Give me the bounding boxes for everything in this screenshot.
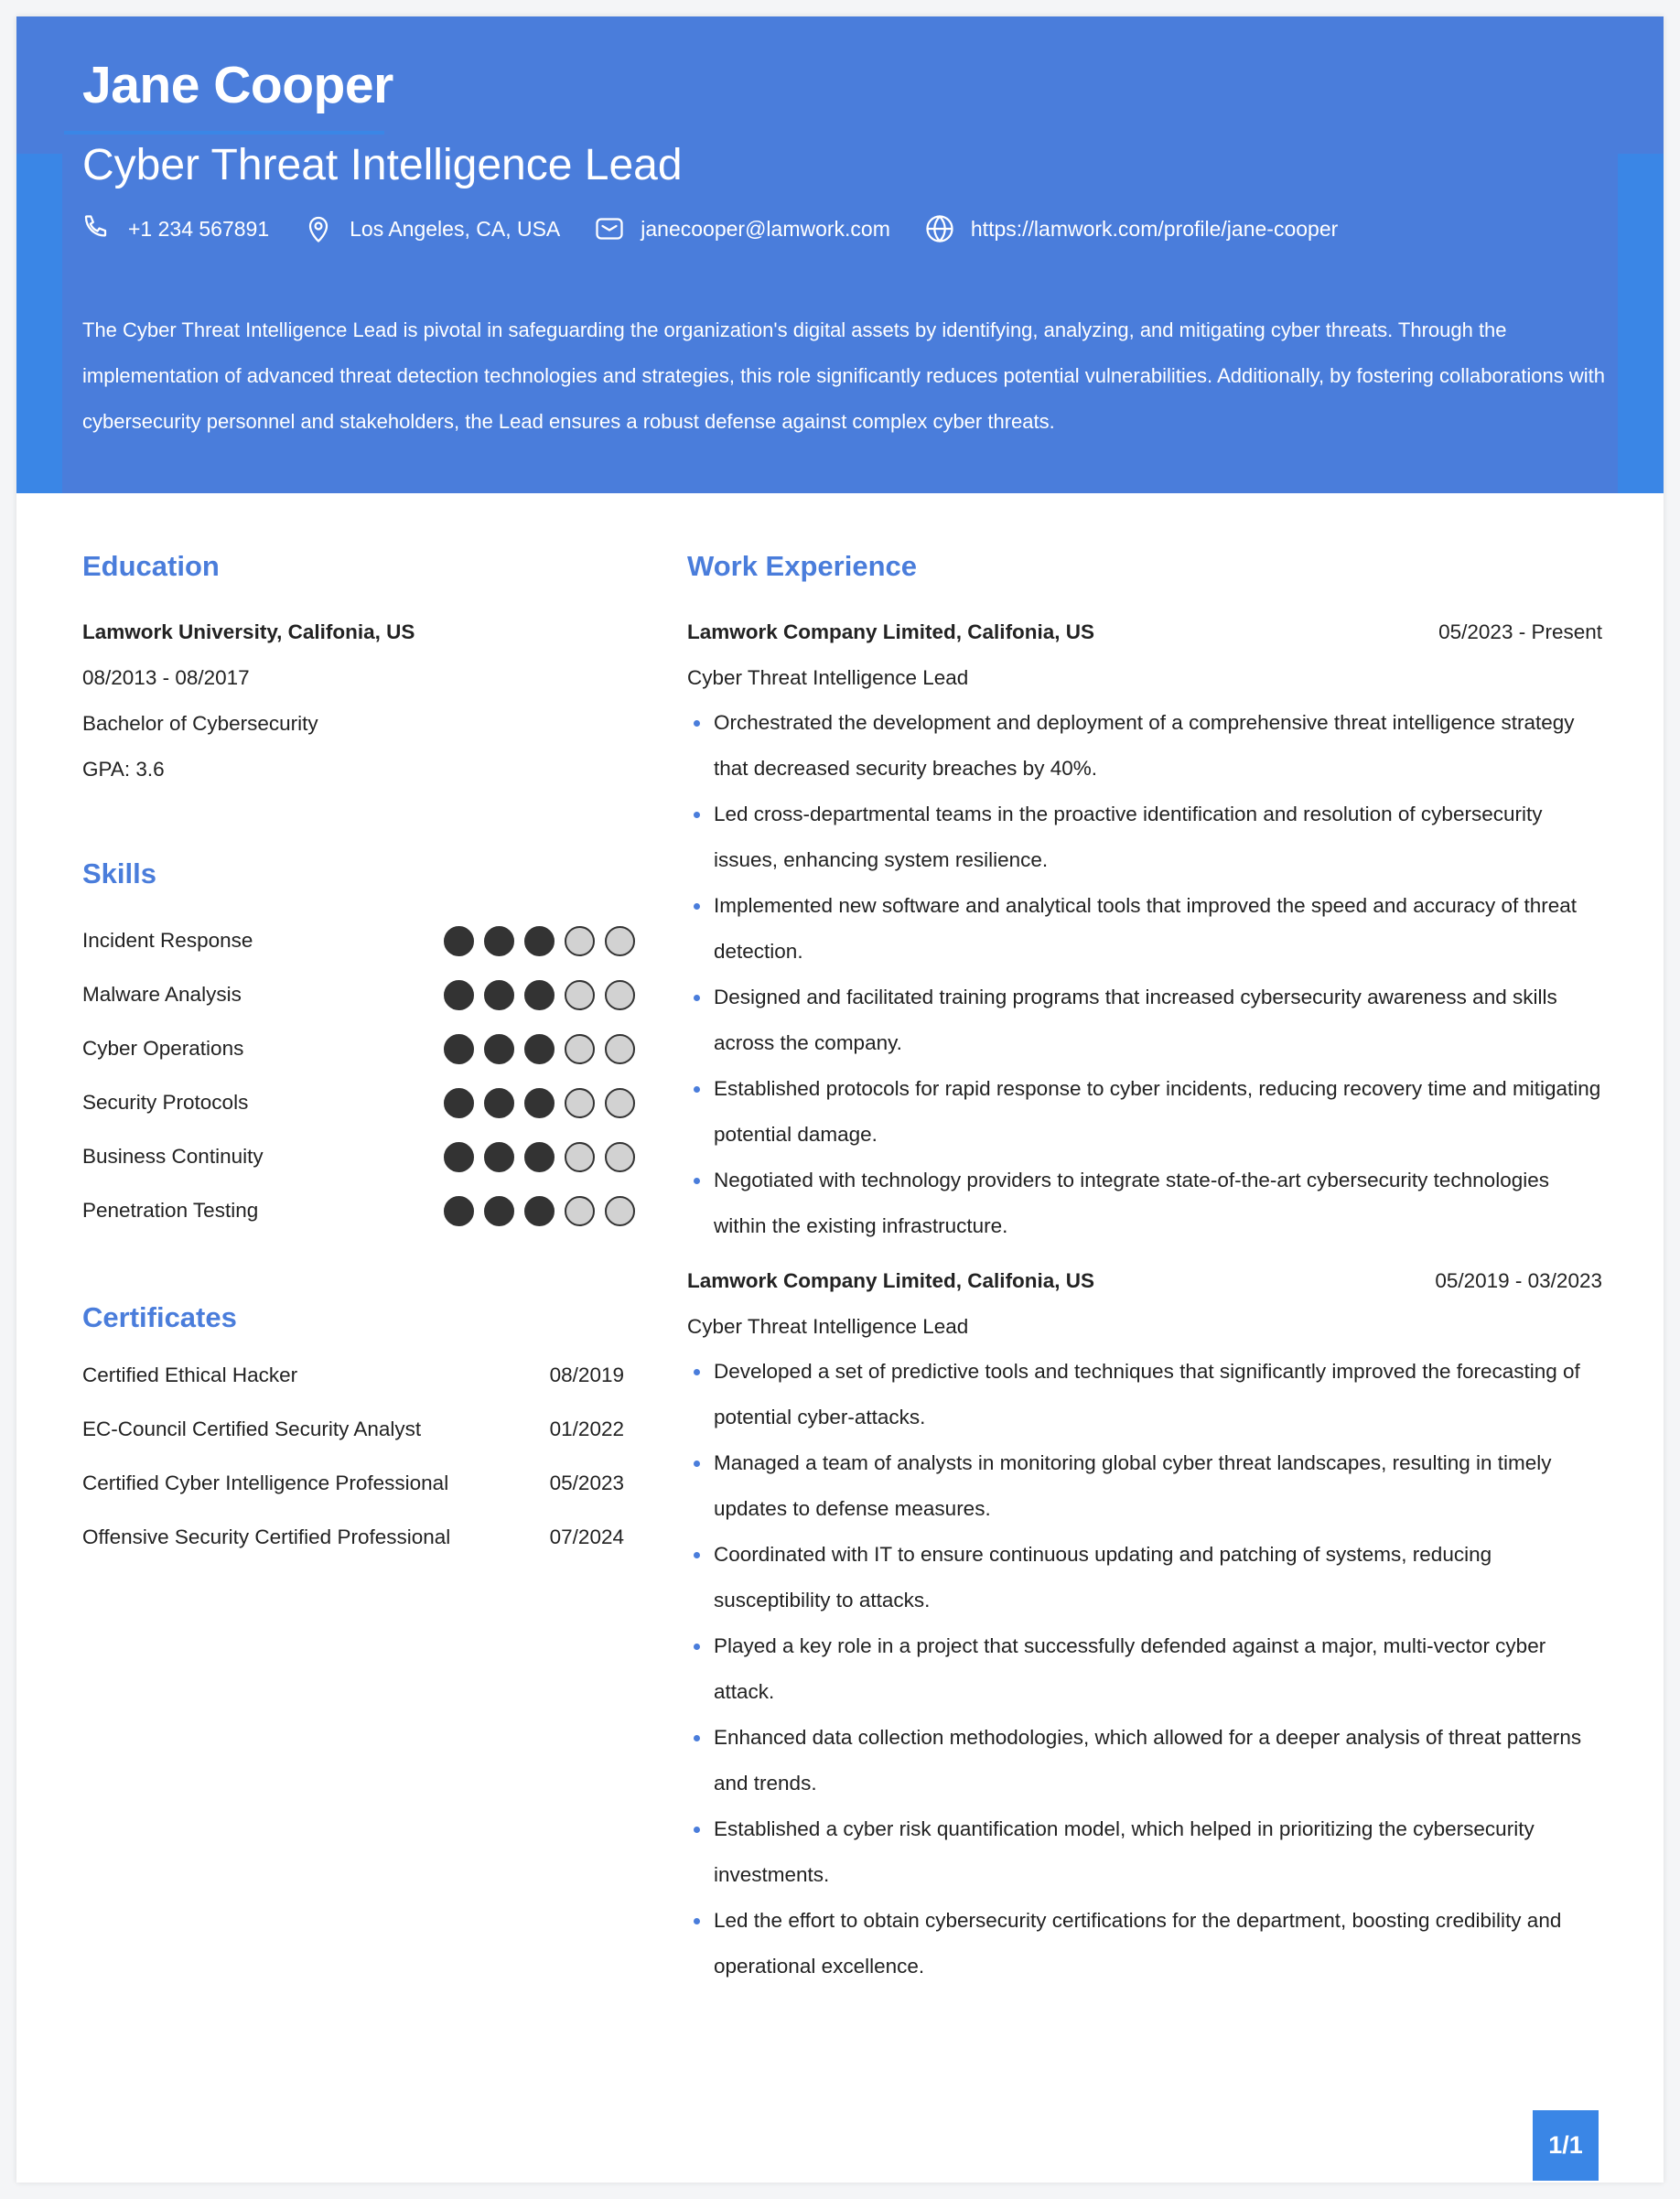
certificate-date: 07/2024: [549, 1525, 624, 1548]
contact-phone[interactable]: [81, 212, 269, 245]
certificate-row: [82, 1364, 624, 1387]
rating-dot-empty: [605, 926, 635, 956]
skill-rating: [444, 1142, 645, 1172]
phone-icon: [81, 212, 113, 245]
location-pin-icon: [302, 212, 335, 245]
skill-name: Security Protocols: [82, 1091, 249, 1114]
rating-dot-filled: [484, 1142, 514, 1172]
certificate-name: Certified Ethical Hacker: [82, 1364, 298, 1386]
skill-rating: [444, 980, 645, 1010]
job-dates: 05/2019 - 03/2023: [1435, 1269, 1602, 1292]
skill-rating: [444, 1088, 645, 1118]
rating-dot-filled: [484, 1196, 514, 1226]
skill-row: [82, 1138, 631, 1175]
skill-rating: [444, 926, 645, 956]
contact-email[interactable]: [593, 212, 890, 245]
header-accent: [1618, 154, 1664, 493]
header-accent: [16, 154, 62, 493]
job-bullet: Enhanced data collection methodologies, which allowed for a deeper analysis of threat patterns and trends.: [687, 1715, 1602, 1806]
education-heading: Education: [82, 550, 220, 582]
skill-rating: [444, 1196, 645, 1226]
job-company: Lamwork Company Limited, Califonia, US: [687, 1269, 1095, 1292]
rating-dot-empty: [565, 1034, 595, 1064]
rating-dot-empty: [605, 1142, 635, 1172]
resume-header: [16, 16, 1664, 493]
skill-rating: [444, 1034, 645, 1064]
rating-dot-filled: [484, 1088, 514, 1118]
page-indicator[interactable]: 1/1: [1533, 2110, 1599, 2181]
rating-dot-empty: [565, 1088, 595, 1118]
rating-dot-filled: [484, 980, 514, 1010]
job-company: Lamwork Company Limited, Califonia, US: [687, 620, 1095, 643]
skills-heading: Skills: [82, 857, 156, 889]
job-bullet: Coordinated with IT to ensure continuous updating and patching of systems, reducing susceptibility to attacks.: [687, 1532, 1602, 1623]
rating-dot-empty: [565, 980, 595, 1010]
profile-summary: The Cyber Threat Intelligence Lead is pivotal in safeguarding the organization's digital assets by identifying, analyzing, and mitigating cyber threats. Through the implementation of advanced threat detection technologies and strategies, this role significantly reduces potential vulnerabilities. Additionally, by fostering collaborations with cybersecurity personnel and stakeholders, the Lead ensures a robust defense against complex cyber threats.: [82, 318, 1605, 433]
rating-dot-filled: [444, 1196, 474, 1226]
resume-page: [16, 16, 1664, 2183]
rating-dot-filled: [444, 980, 474, 1010]
rating-dot-filled: [524, 980, 555, 1010]
rating-dot-filled: [444, 1142, 474, 1172]
skill-name: Cyber Operations: [82, 1037, 244, 1060]
certificate-row: [82, 1417, 624, 1441]
rating-dot-empty: [565, 1196, 595, 1226]
rating-dot-filled: [524, 1088, 555, 1118]
rating-dot-empty: [565, 1142, 595, 1172]
job-dates: 05/2023 - Present: [1438, 620, 1602, 643]
education-gpa: GPA: 3.6: [82, 758, 165, 781]
mail-icon: [593, 212, 626, 245]
certificate-name: Certified Cyber Intelligence Professional: [82, 1471, 449, 1494]
rating-dot-filled: [484, 926, 514, 956]
work-heading: Work Experience: [687, 550, 917, 582]
skill-row: [82, 1192, 631, 1229]
certificate-name: EC-Council Certified Security Analyst: [82, 1417, 422, 1440]
job-bullet: Developed a set of predictive tools and techniques that significantly improved the forecasting of potential cyber-attacks.: [687, 1349, 1602, 1440]
education-dates: 08/2013 - 08/2017: [82, 666, 250, 689]
certificate-date: 05/2023: [549, 1471, 624, 1494]
skill-name: Business Continuity: [82, 1145, 264, 1168]
rating-dot-filled: [524, 926, 555, 956]
job-bullets: [687, 1349, 1602, 1989]
rating-dot-filled: [444, 1034, 474, 1064]
candidate-name: Jane Cooper: [82, 56, 393, 114]
rating-dot-empty: [605, 1034, 635, 1064]
certificate-row: [82, 1471, 624, 1495]
rating-dot-filled: [484, 1034, 514, 1064]
skill-row: [82, 922, 631, 959]
rating-dot-filled: [524, 1034, 555, 1064]
job-role: Cyber Threat Intelligence Lead: [687, 666, 969, 689]
contact-website[interactable]: [923, 212, 1338, 245]
job-bullet: Negotiated with technology providers to integrate state-of-the-art cybersecurity technologies within the existing infrastructure.: [687, 1158, 1602, 1249]
job-bullet: Managed a team of analysts in monitoring global cyber threat landscapes, resulting in timely updates to defense measures.: [687, 1440, 1602, 1532]
skill-name: Malware Analysis: [82, 983, 242, 1006]
email-text: janecooper@lamwork.com: [641, 216, 890, 241]
job-bullet: Played a key role in a project that successfully defended against a major, multi-vector cyber attack.: [687, 1623, 1602, 1715]
globe-icon: [923, 212, 956, 245]
rating-dot-filled: [444, 926, 474, 956]
name-underline: [64, 131, 384, 135]
rating-dot-filled: [524, 1196, 555, 1226]
job-bullet: Led cross-departmental teams in the proactive identification and resolution of cybersecurity issues, enhancing system resilience.: [687, 792, 1602, 883]
candidate-title: Cyber Threat Intelligence Lead: [82, 141, 683, 189]
rating-dot-empty: [605, 980, 635, 1010]
job-bullet: Orchestrated the development and deployment of a comprehensive threat intelligence strategy that decreased security breaches by 40%.: [687, 700, 1602, 792]
certificate-date: 01/2022: [549, 1417, 624, 1440]
job-bullet: Established protocols for rapid response to cyber incidents, reducing recovery time and mitigating potential damage.: [687, 1066, 1602, 1158]
website-link: https://lamwork.com/profile/jane-cooper: [970, 216, 1339, 241]
education-school: Lamwork University, Califonia, US: [82, 620, 415, 643]
job-bullets: [687, 700, 1602, 1249]
contact-location: [302, 212, 560, 245]
certificate-name: Offensive Security Certified Professional: [82, 1525, 451, 1548]
rating-dot-filled: [444, 1088, 474, 1118]
location-text: Los Angeles, CA, USA: [350, 216, 561, 241]
rating-dot-empty: [565, 926, 595, 956]
rating-dot-empty: [605, 1196, 635, 1226]
education-degree: Bachelor of Cybersecurity: [82, 712, 318, 735]
certificate-row: [82, 1525, 624, 1549]
certificate-date: 08/2019: [549, 1364, 624, 1386]
job-header: [687, 620, 1602, 644]
job-header: [687, 1269, 1602, 1293]
job-role: Cyber Threat Intelligence Lead: [687, 1315, 969, 1338]
contact-list: [81, 212, 1371, 245]
skill-row: [82, 1030, 631, 1067]
skill-name: Penetration Testing: [82, 1199, 259, 1222]
job-bullet: Established a cyber risk quantification model, which helped in prioritizing the cybersecurity investments.: [687, 1806, 1602, 1898]
rating-dot-empty: [605, 1088, 635, 1118]
job-bullet: Designed and facilitated training programs that increased cybersecurity awareness and skills across the company.: [687, 975, 1602, 1066]
skill-row: [82, 1084, 631, 1121]
job-bullet: Implemented new software and analytical tools that improved the speed and accuracy of threat detection.: [687, 883, 1602, 975]
job-bullet: Led the effort to obtain cybersecurity certifications for the department, boosting credibility and operational excellence.: [687, 1898, 1602, 1989]
skill-name: Incident Response: [82, 929, 253, 952]
skill-row: [82, 976, 631, 1013]
phone-text: +1 234 567891: [128, 216, 270, 241]
rating-dot-filled: [524, 1142, 555, 1172]
certificates-heading: Certificates: [82, 1301, 237, 1333]
